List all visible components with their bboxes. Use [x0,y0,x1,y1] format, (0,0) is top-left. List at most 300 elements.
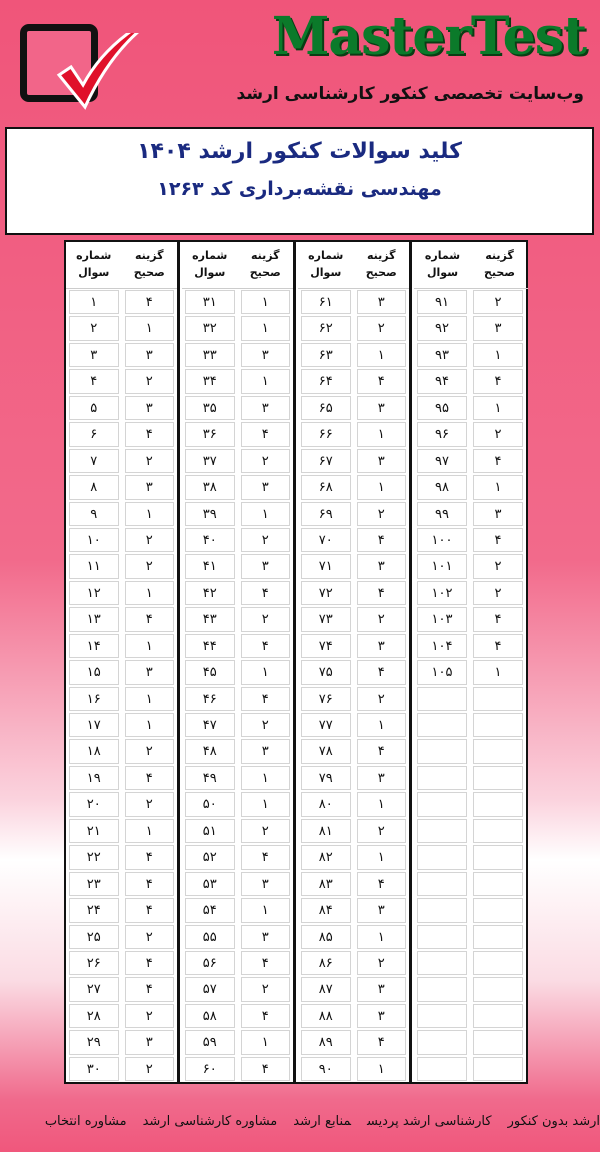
table-row [414,738,528,764]
question-number-cell: ۳۶ [185,422,235,446]
question-number-cell: ۸۰ [301,792,351,816]
header-question-number: شماره سوال [76,249,112,279]
question-number-cell: ۳۱ [185,290,235,314]
answer-cell: ۳ [125,396,175,420]
answer-cell: ۴ [357,739,407,763]
answer-cell [473,1004,523,1028]
table-row [66,606,177,632]
header-correct-answer: گزینه صحیح [484,249,515,279]
question-number-cell: ۲۸ [69,1004,119,1028]
table-row [66,633,177,659]
answer-cell: ۳ [357,977,407,1001]
answer-cell: ۴ [357,581,407,605]
table-row [66,342,177,368]
column-header [182,242,293,289]
question-number-cell: ۵۹ [185,1030,235,1054]
question-number-cell: ۸۸ [301,1004,351,1028]
answer-cell: ۱ [357,845,407,869]
table-row [414,395,528,421]
table-row [182,606,293,632]
question-number-cell: ۴۰ [185,528,235,552]
question-number-cell: ۷۱ [301,554,351,578]
answer-cell: ۳ [357,634,407,658]
answer-cell: ۱ [241,898,291,922]
table-row [414,1003,528,1029]
answer-key-table [64,240,528,1084]
answer-cell: ۱ [357,713,407,737]
table-row [66,897,177,923]
answer-cell: ۴ [125,422,175,446]
question-number-cell [417,1004,467,1028]
question-number-cell: ۵۶ [185,951,235,975]
answer-cell: ۳ [473,316,523,340]
answer-cell: ۲ [473,554,523,578]
answer-cell: ۴ [241,1057,291,1081]
answer-column-4 [414,242,528,1082]
question-number-cell: ۴۲ [185,581,235,605]
footer-link[interactable]: منابع ارشد [293,1114,351,1129]
answer-cell: ۱ [357,343,407,367]
footer-link[interactable]: ارشد بدون کنکور [507,1114,600,1129]
question-number-cell: ۱۰۵ [417,660,467,684]
answer-cell: ۳ [357,396,407,420]
table-row [298,738,409,764]
table-row [182,580,293,606]
table-row [298,686,409,712]
question-number-cell: ۶۰ [185,1057,235,1081]
table-row [414,712,528,738]
answer-cell: ۴ [473,607,523,631]
column-header [298,242,409,289]
table-row [298,844,409,870]
answer-cell: ۱ [473,660,523,684]
answer-cell: ۲ [357,819,407,843]
answer-cell: ۱ [125,687,175,711]
question-number-cell: ۱۰ [69,528,119,552]
table-row [298,633,409,659]
table-row [414,553,528,579]
table-row [298,580,409,606]
table-row [414,315,528,341]
table-row [66,712,177,738]
question-number-cell: ۵۷ [185,977,235,1001]
question-number-cell: ۷۶ [301,687,351,711]
question-number-cell [417,977,467,1001]
table-row [414,818,528,844]
table-row [298,950,409,976]
answer-cell: ۲ [241,819,291,843]
table-row [182,633,293,659]
question-number-cell: ۳۸ [185,475,235,499]
table-row [66,818,177,844]
table-row [414,580,528,606]
table-row [182,448,293,474]
header-correct-answer: گزینه صحیح [133,249,165,279]
question-number-cell: ۶۱ [301,290,351,314]
question-number-cell: ۵۸ [185,1004,235,1028]
answer-cell: ۴ [125,845,175,869]
table-row [66,738,177,764]
question-number-cell [417,713,467,737]
table-row [182,950,293,976]
question-number-cell: ۳۲ [185,316,235,340]
answer-cell: ۲ [241,607,291,631]
question-number-cell: ۱۶ [69,687,119,711]
table-row [66,976,177,1002]
question-number-cell: ۸۵ [301,925,351,949]
answer-cell: ۳ [241,475,291,499]
table-row [298,1056,409,1082]
table-row [182,289,293,315]
table-row [298,606,409,632]
table-row [182,871,293,897]
table-row [414,844,528,870]
answer-cell: ۲ [357,607,407,631]
answer-cell: ۳ [241,925,291,949]
page-subtitle: مهندسی نقشه‌برداری کد ۱۲۶۳ [157,178,442,200]
title-box [5,127,594,235]
answer-cell: ۲ [357,502,407,526]
question-number-cell: ۶۳ [301,343,351,367]
answer-cell [473,872,523,896]
answer-cell: ۴ [241,687,291,711]
answer-cell: ۳ [357,766,407,790]
answer-cell: ۳ [241,872,291,896]
table-row [298,871,409,897]
table-row [66,1029,177,1055]
table-row [414,686,528,712]
answer-cell [473,739,523,763]
answer-cell: ۲ [357,316,407,340]
answer-cell: ۲ [241,449,291,473]
question-number-cell: ۲۶ [69,951,119,975]
table-row [298,1029,409,1055]
table-row [182,553,293,579]
table-row [298,368,409,394]
table-row [66,527,177,553]
answer-cell: ۳ [241,343,291,367]
answer-cell: ۳ [357,554,407,578]
footer-link[interactable]: کارشناسی ارشد پردیس [366,1114,492,1129]
table-row [66,1003,177,1029]
table-row [414,448,528,474]
answer-cell: ۳ [125,475,175,499]
table-row [298,527,409,553]
question-number-cell: ۱۸ [69,739,119,763]
answer-cell: ۱ [241,290,291,314]
question-number-cell: ۱۰۰ [417,528,467,552]
answer-cell: ۱ [357,475,407,499]
question-number-cell: ۹۱ [417,290,467,314]
answer-column-3 [298,242,412,1082]
question-number-cell [417,925,467,949]
answer-cell: ۲ [125,1004,175,1028]
question-number-cell: ۳۳ [185,343,235,367]
table-row [182,1056,293,1082]
answer-cell: ۳ [357,449,407,473]
answer-cell: ۴ [241,422,291,446]
answer-cell: ۲ [125,925,175,949]
answer-cell: ۲ [125,369,175,393]
answer-cell: ۲ [125,554,175,578]
table-row [182,527,293,553]
header-question-number: شماره سوال [192,249,228,279]
question-number-cell: ۳۰ [69,1057,119,1081]
table-row [298,553,409,579]
answer-cell: ۴ [473,449,523,473]
table-row [66,368,177,394]
footer-link[interactable]: مشاوره کارشناسی ارشد [142,1114,278,1129]
answer-cell: ۲ [241,528,291,552]
table-row [66,421,177,447]
question-number-cell: ۸۱ [301,819,351,843]
question-number-cell: ۹۰ [301,1057,351,1081]
table-row [66,553,177,579]
question-number-cell: ۲۴ [69,898,119,922]
question-number-cell: ۸۴ [301,898,351,922]
table-row [298,342,409,368]
table-row [66,871,177,897]
table-row [182,765,293,791]
answer-cell: ۱ [473,396,523,420]
question-number-cell: ۲۷ [69,977,119,1001]
question-number-cell: ۶۹ [301,502,351,526]
header-question-number: شماره سوال [424,249,461,279]
answer-cell [473,687,523,711]
answer-cell [473,1057,523,1081]
table-row [414,791,528,817]
table-row [298,765,409,791]
question-number-cell: ۶۶ [301,422,351,446]
footer-link[interactable]: مشاوره انتخاب [44,1114,127,1129]
answer-cell [473,898,523,922]
answer-cell: ۲ [125,792,175,816]
question-number-cell: ۵۵ [185,925,235,949]
table-row [298,897,409,923]
question-number-cell: ۷۳ [301,607,351,631]
table-row [298,712,409,738]
question-number-cell: ۲۳ [69,872,119,896]
answer-cell: ۱ [125,713,175,737]
answer-cell: ۴ [241,634,291,658]
answer-cell: ۲ [125,739,175,763]
answer-cell [473,713,523,737]
answer-cell: ۱ [241,766,291,790]
answer-cell: ۱ [357,792,407,816]
answer-column-1 [66,242,180,1082]
question-number-cell [417,687,467,711]
question-number-cell: ۹ [69,502,119,526]
table-row [182,686,293,712]
question-number-cell: ۱۲ [69,581,119,605]
question-number-cell: ۸۳ [301,872,351,896]
question-number-cell: ۸ [69,475,119,499]
question-number-cell: ۴۷ [185,713,235,737]
table-row [414,950,528,976]
table-row [298,448,409,474]
answer-cell: ۳ [125,1030,175,1054]
table-row [182,342,293,368]
table-row [66,474,177,500]
header-correct-answer: گزینه صحیح [365,249,397,279]
answer-cell: ۴ [125,951,175,975]
answer-cell: ۳ [125,660,175,684]
answer-cell: ۴ [125,766,175,790]
answer-cell: ۱ [241,369,291,393]
answer-cell: ۴ [241,951,291,975]
table-row [414,606,528,632]
table-row [414,1029,528,1055]
question-number-cell: ۸۹ [301,1030,351,1054]
question-number-cell: ۱۰۲ [417,581,467,605]
table-row [182,897,293,923]
table-row [414,527,528,553]
table-row [182,818,293,844]
answer-cell: ۳ [241,396,291,420]
question-number-cell: ۷ [69,449,119,473]
question-number-cell: ۵۳ [185,872,235,896]
answer-cell: ۴ [473,528,523,552]
logo-box [20,24,98,102]
brand-logo-text[interactable]: MasterTest [271,6,586,67]
answer-cell: ۳ [473,502,523,526]
question-number-cell [417,766,467,790]
table-row [414,924,528,950]
question-number-cell: ۱۱ [69,554,119,578]
table-row [298,315,409,341]
question-number-cell: ۷۹ [301,766,351,790]
question-number-cell: ۳ [69,343,119,367]
question-number-cell: ۴۳ [185,607,235,631]
question-number-cell: ۲ [69,316,119,340]
answer-cell: ۴ [125,607,175,631]
answer-cell: ۲ [241,713,291,737]
table-row [298,421,409,447]
question-number-cell: ۹۸ [417,475,467,499]
question-number-cell: ۱۵ [69,660,119,684]
answer-cell: ۲ [125,449,175,473]
question-number-cell: ۱۳ [69,607,119,631]
answer-cell: ۱ [241,316,291,340]
answer-cell: ۳ [241,739,291,763]
answer-cell: ۴ [241,845,291,869]
question-number-cell: ۴۵ [185,660,235,684]
question-number-cell: ۳۵ [185,396,235,420]
table-row [414,765,528,791]
answer-cell [473,819,523,843]
question-number-cell: ۸۶ [301,951,351,975]
table-row [66,924,177,950]
table-row [66,289,177,315]
answer-cell: ۲ [473,581,523,605]
table-row [298,818,409,844]
question-number-cell: ۲۲ [69,845,119,869]
answer-cell: ۴ [357,872,407,896]
table-row [182,712,293,738]
table-row [66,765,177,791]
question-number-cell: ۹۹ [417,502,467,526]
answer-cell: ۳ [241,554,291,578]
table-row [298,289,409,315]
table-row [182,395,293,421]
table-row [66,844,177,870]
answer-cell: ۲ [357,687,407,711]
table-row [66,448,177,474]
answer-cell [473,1030,523,1054]
question-number-cell: ۳۴ [185,369,235,393]
question-number-cell: ۴ [69,369,119,393]
answer-cell: ۴ [357,660,407,684]
answer-cell: ۱ [125,502,175,526]
question-number-cell [417,819,467,843]
answer-cell: ۴ [357,1030,407,1054]
table-row [182,421,293,447]
question-number-cell: ۳۷ [185,449,235,473]
table-row [298,1003,409,1029]
question-number-cell: ۶۴ [301,369,351,393]
table-row [182,738,293,764]
table-row [414,421,528,447]
site-tagline: وب‌سایت تخصصی کنکور کارشناسی ارشد [236,84,584,104]
question-number-cell: ۳۹ [185,502,235,526]
footer-links [0,1114,600,1129]
table-row [182,1029,293,1055]
answer-cell [473,792,523,816]
question-number-cell: ۴۴ [185,634,235,658]
table-row [66,1056,177,1082]
question-number-cell [417,951,467,975]
answer-cell: ۱ [473,343,523,367]
question-number-cell: ۲۹ [69,1030,119,1054]
question-number-cell: ۷۲ [301,581,351,605]
answer-cell: ۱ [125,819,175,843]
answer-cell [473,951,523,975]
table-row [182,924,293,950]
table-row [66,395,177,421]
question-number-cell: ۹۲ [417,316,467,340]
answer-cell: ۴ [125,977,175,1001]
question-number-cell: ۱۹ [69,766,119,790]
question-number-cell: ۴۸ [185,739,235,763]
table-row [414,659,528,685]
question-number-cell: ۱۷ [69,713,119,737]
table-row [66,315,177,341]
answer-cell: ۴ [125,872,175,896]
table-row [182,474,293,500]
table-row [182,659,293,685]
table-row [298,924,409,950]
column-header [66,242,177,289]
question-number-cell [417,739,467,763]
question-number-cell: ۶۸ [301,475,351,499]
answer-cell: ۲ [357,951,407,975]
answer-cell: ۲ [125,528,175,552]
answer-cell: ۲ [473,422,523,446]
question-number-cell: ۵۱ [185,819,235,843]
page-title: کلید سوالات کنکور ارشد ۱۴۰۴ [137,139,462,164]
table-row [182,315,293,341]
table-row [182,976,293,1002]
question-number-cell: ۹۵ [417,396,467,420]
question-number-cell [417,872,467,896]
answer-cell: ۱ [241,660,291,684]
answer-cell: ۱ [241,792,291,816]
question-number-cell: ۹۳ [417,343,467,367]
table-row [414,1056,528,1082]
question-number-cell: ۶۲ [301,316,351,340]
table-row [66,791,177,817]
answer-cell: ۱ [357,1057,407,1081]
